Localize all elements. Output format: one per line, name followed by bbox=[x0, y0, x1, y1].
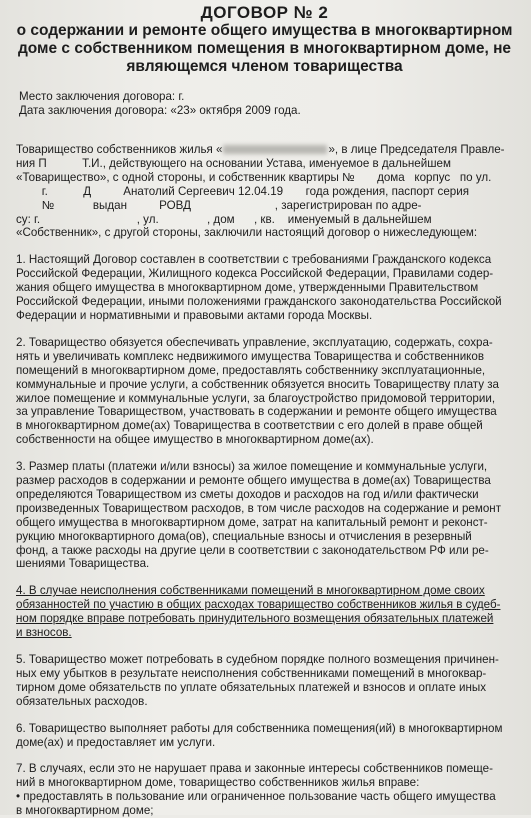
clause-5: 5. Товарищество может потребовать в судебном порядке полного возмещения причинен- ных ему убытков в результате неисполнения собственниками помещений в многоквар- тирном доме обязательств по уплате обязательных платежей и взносов и оплате иных обязательных расходов. bbox=[16, 653, 499, 708]
document-title bbox=[16, 4, 513, 76]
clause-7: 7. В случаях, если это не нарушает права и законные интересы собственников помеще- ний в многоквартирном доме, товарищество собственников жилья вправе: • предоставлять в пользование или ограниченное пользование часть общего имущества в многоквартирном доме; bbox=[16, 762, 513, 818]
intro-line: ния П Т.И., действующего на основании Устава, именуемое в дальнейшем bbox=[16, 156, 451, 170]
clause-1: 1. Настоящий Договор составлен в соответствии с требованиями Гражданского кодекса Российской Федерации, Жилищного кодекса Российской Федерации, Правилами содер- жания общего имущества в многоквартирном доме, утвержденными Правительством Российской Федерации, иными положениями гражданского законодательства Российской Федерации и нормативными и правовыми актами города Москвы. bbox=[16, 253, 502, 322]
list-item: • предоставлять в пользование или ограниченное пользование часть общего имущества bbox=[16, 790, 496, 804]
intro-line: г. Д Анатолий Сергеевич 12.04.19 года рождения, паспорт серия bbox=[16, 184, 470, 198]
contract-date: Дата заключения договора: «23» октября 2009 года. bbox=[19, 104, 301, 117]
intro-line: Товарищество собственников жилья « », в лице Председателя Правле- bbox=[16, 143, 505, 156]
clause-2: 2. Товарищество обязуется обеспечивать управление, эксплуатацию, содержать, сохра- нять и увеличивать комплекс недвижимого имущества Товарищества и собственников помещений в многоквартирном доме, предоставлять собственнику эксплуатационные, коммунальные и прочие услуги, а собственник обязуется вносить Товариществу плату за жилое помещение и коммунальные услуги, за благоустройство придомовой территории, за управление Товариществом, участвовать в содержании и ремонте общего имущества в многоквартирном доме(ах) Товарищества в соответствии с его долей в праве общей собственности на общее имущество в многоквартирном доме(ах). bbox=[16, 335, 499, 447]
intro-line: «Собственник», с другой стороны, заключили настоящий договор о нижеследующем: bbox=[16, 226, 478, 240]
intro-line: «Товарищество», с одной стороны, и собственник квартиры № дома корпус по ул. bbox=[16, 170, 492, 184]
clause-4: 4. В случае неисполнения собственниками помещений в многоквартирном доме своих обязанностей по участию в общих расходах товарищество собственников жилья в судеб- ном порядке вправе потребовать принудительного возмещения обязательных платежей и взносов. bbox=[16, 584, 501, 640]
clause-3: 3. Размер платы (платежи и/или взносы) за жилое помещение и коммунальные услуги, размер расходов в содержании и ремонте общего имущества в доме(ах) Товарищества определяются Товариществом из сметы доходов и расходов на год и/или фактически произведенных Товариществом расходов, в том числе расходов на содержание и ремонт общего имущества в многоквартирном доме, затрат на капитальный ремонт и реконст- рукцию многоквартирного дома(ов), специальные взносы и отчисления в резервный фонд, а также расходы на другие цели в соответствии с законодательством РФ или ре- шениями Товарищества. bbox=[16, 460, 501, 571]
contract-place: Место заключения договора: г. bbox=[19, 90, 185, 103]
intro-line: су: г. , ул. , дом , кв. именуемый в дальнейшем bbox=[16, 212, 432, 226]
intro-paragraph bbox=[16, 143, 513, 240]
redacted-name bbox=[223, 145, 327, 154]
title-line-2: о содержании и ремонте общего имущества в многоквартирном bbox=[16, 22, 513, 39]
contract-meta bbox=[19, 90, 513, 118]
intro-line: № выдан РОВД , зарегистрирован по адре- bbox=[16, 198, 422, 212]
title-line-1: ДОГОВОР № 2 bbox=[200, 3, 329, 22]
title-line-3: доме с собственником помещения в многоквартирном доме, не bbox=[17, 40, 512, 57]
clause-6: 6. Товарищество выполняет работы для собственника помещения(ий) в многоквартирном доме(ах) и предоставляет им услуги. bbox=[16, 721, 503, 749]
title-line-4: являющемся членом товарищества bbox=[126, 58, 403, 75]
